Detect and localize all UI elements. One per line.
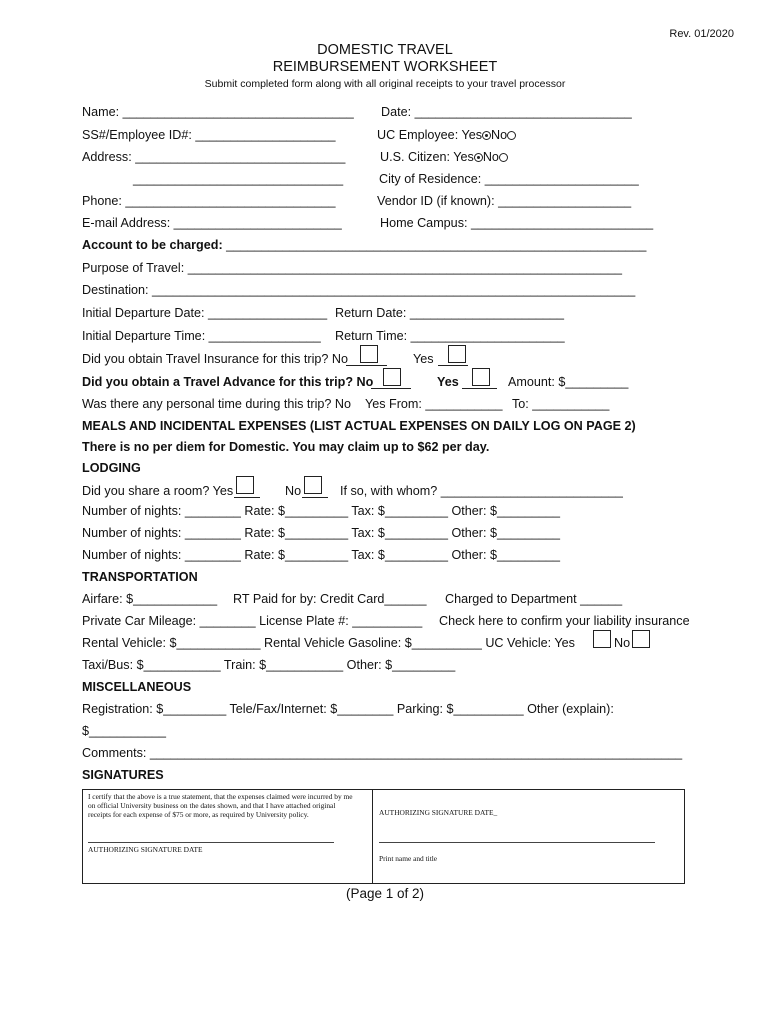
insurance-question: Did you obtain Travel Insurance for this trip? No [82, 352, 348, 366]
rental-vehicle-field[interactable]: Rental Vehicle: $____________ Rental Vehicle Gasoline: $__________ UC Vehicle: Yes [82, 636, 575, 650]
phone-field[interactable]: Phone: ______________________________ [82, 194, 336, 208]
share-room-no-label: No [285, 484, 302, 498]
personal-time-from-field[interactable]: Yes From: ___________ [365, 397, 503, 411]
lodging-row[interactable]: Number of nights: ________ Rate: $_________ Tax: $_________ Other: $_________ [82, 548, 561, 562]
misc-heading: MISCELLANEOUS [82, 680, 192, 694]
lodging-row[interactable]: Number of nights: ________ Rate: $_________ Tax: $_________ Other: $_________ [82, 504, 561, 518]
other-explain-amount-field[interactable]: $___________ [82, 724, 167, 738]
print-name-line[interactable] [379, 842, 655, 843]
meals-heading: MEALS AND INCIDENTAL EXPENSES (LIST ACTUAL EXPENSES ON DAILY LOG ON PAGE 2) [82, 419, 636, 433]
date-field[interactable]: Date: _______________________________ [381, 105, 632, 119]
airfare-field[interactable]: Airfare: $____________ [82, 592, 218, 606]
advance-no-checkbox[interactable] [383, 368, 401, 386]
transportation-heading: TRANSPORTATION [82, 570, 198, 584]
uc-employee-yes-radio[interactable] [482, 131, 491, 140]
us-citizen-label: U.S. Citizen: Yes [380, 150, 474, 164]
share-room-question: Did you share a room? Yes [82, 484, 234, 498]
account-field[interactable] [82, 237, 646, 253]
personal-time-to-field[interactable]: To: ___________ [512, 397, 610, 411]
departure-date-field[interactable]: Initial Departure Date: _________________ [82, 306, 328, 320]
uc-vehicle-no-checkbox[interactable] [632, 630, 650, 648]
us-citizen-group [380, 149, 508, 165]
print-name-label: Print name and title [379, 854, 438, 863]
comments-field[interactable]: Comments: ____________________________________________________________________________ [82, 746, 683, 760]
left-signature-label: AUTHORIZING SIGNATURE DATE [88, 845, 203, 854]
advance-yes-label: Yes [437, 375, 459, 389]
uc-employee-label: UC Employee: Yes [377, 128, 483, 142]
employee-id-field[interactable]: SS#/Employee ID#: ____________________ [82, 128, 336, 142]
advance-no-underline [371, 388, 411, 389]
insurance-yes-label: Yes [413, 352, 434, 366]
us-citizen-yes-radio[interactable] [474, 153, 483, 162]
insurance-no-checkbox[interactable] [360, 345, 378, 363]
return-date-field[interactable]: Return Date: ______________________ [335, 306, 564, 320]
registration-field[interactable]: Registration: $_________ Tele/Fax/Internet: $________ Parking: $__________ Other (explain): [82, 702, 614, 716]
personal-time-question: Was there any personal time during this trip? No [82, 397, 352, 411]
vendor-id-field[interactable]: Vendor ID (if known): ___________________ [377, 194, 632, 208]
rt-paid-by-field[interactable]: RT Paid for by: Credit Card______ [233, 592, 427, 606]
advance-question: Did you obtain a Travel Advance for this trip? No [82, 375, 374, 389]
right-signature-label: AUTHORIZING SIGNATURE DATE_ [379, 808, 498, 817]
car-mileage-field[interactable]: Private Car Mileage: ________ License Plate #: __________ [82, 614, 423, 628]
form-title-line1: DOMESTIC TRAVEL [317, 42, 453, 58]
purpose-field[interactable]: Purpose of Travel: ______________________________________________________________ [82, 261, 622, 275]
liability-insurance-label[interactable]: Check here to confirm your liability insurance [439, 614, 690, 628]
city-of-residence-field[interactable]: City of Residence: ______________________ [379, 172, 639, 186]
address-line2-field[interactable]: ______________________________ [133, 172, 344, 186]
share-no-underline [302, 497, 328, 498]
meals-note: There is no per diem for Domestic. You may claim up to $62 per day. [82, 440, 490, 454]
us-citizen-no-label: No [482, 150, 499, 164]
taxi-train-other-field[interactable]: Taxi/Bus: $___________ Train: $___________ Other: $_________ [82, 658, 456, 672]
destination-field[interactable]: Destination: _____________________________________________________________________ [82, 283, 636, 297]
home-campus-field[interactable]: Home Campus: __________________________ [380, 216, 654, 230]
signatures-heading: SIGNATURES [82, 768, 164, 782]
share-yes-underline [234, 497, 260, 498]
name-field[interactable]: Name: _________________________________ [82, 105, 354, 119]
address-field[interactable]: Address: ______________________________ [82, 150, 346, 164]
uc-employee-no-radio[interactable] [507, 131, 516, 140]
insurance-yes-checkbox[interactable] [448, 345, 466, 363]
advance-yes-underline [462, 388, 497, 389]
certification-statement: I certify that the above is a true statement, that the expenses claimed were incurred by me on official University business on the dates shown, and that I have attached original receipts for each expense of $75 or more, as required by University policy. [88, 792, 353, 819]
advance-amount-field[interactable]: Amount: $_________ [508, 375, 629, 389]
revision-label: Rev. 01/2020 [669, 28, 734, 40]
account-line: ____________________________________________________________ [222, 238, 647, 252]
email-field[interactable]: E-mail Address: ________________________ [82, 216, 342, 230]
signature-divider [372, 790, 373, 883]
insurance-no-underline [346, 365, 387, 366]
return-time-field[interactable]: Return Time: ______________________ [335, 329, 565, 343]
departure-time-field[interactable]: Initial Departure Time: ________________ [82, 329, 321, 343]
lodging-row[interactable]: Number of nights: ________ Rate: $_________ Tax: $_________ Other: $_________ [82, 526, 561, 540]
form-title-line2: REIMBURSEMENT WORKSHEET [272, 59, 498, 75]
uc-employee-no-label: No [491, 128, 508, 142]
form-subtitle: Submit completed form along with all original receipts to your travel processor [204, 78, 566, 90]
advance-yes-checkbox[interactable] [472, 368, 490, 386]
share-room-yes-checkbox[interactable] [236, 476, 254, 494]
uc-employee-group [377, 127, 516, 143]
share-room-no-checkbox[interactable] [304, 476, 322, 494]
uc-vehicle-yes-checkbox[interactable] [593, 630, 611, 648]
charged-department-field[interactable]: Charged to Department ______ [445, 592, 623, 606]
us-citizen-no-radio[interactable] [499, 153, 508, 162]
signature-box [82, 789, 685, 884]
page-number: (Page 1 of 2) [345, 886, 425, 901]
account-label: Account to be charged: [82, 238, 223, 252]
left-signature-line[interactable] [88, 842, 334, 843]
lodging-heading: LODGING [82, 461, 141, 475]
share-with-field[interactable]: If so, with whom? __________________________ [340, 484, 623, 498]
uc-vehicle-no-label: No [614, 636, 631, 650]
insurance-yes-underline [438, 365, 468, 366]
